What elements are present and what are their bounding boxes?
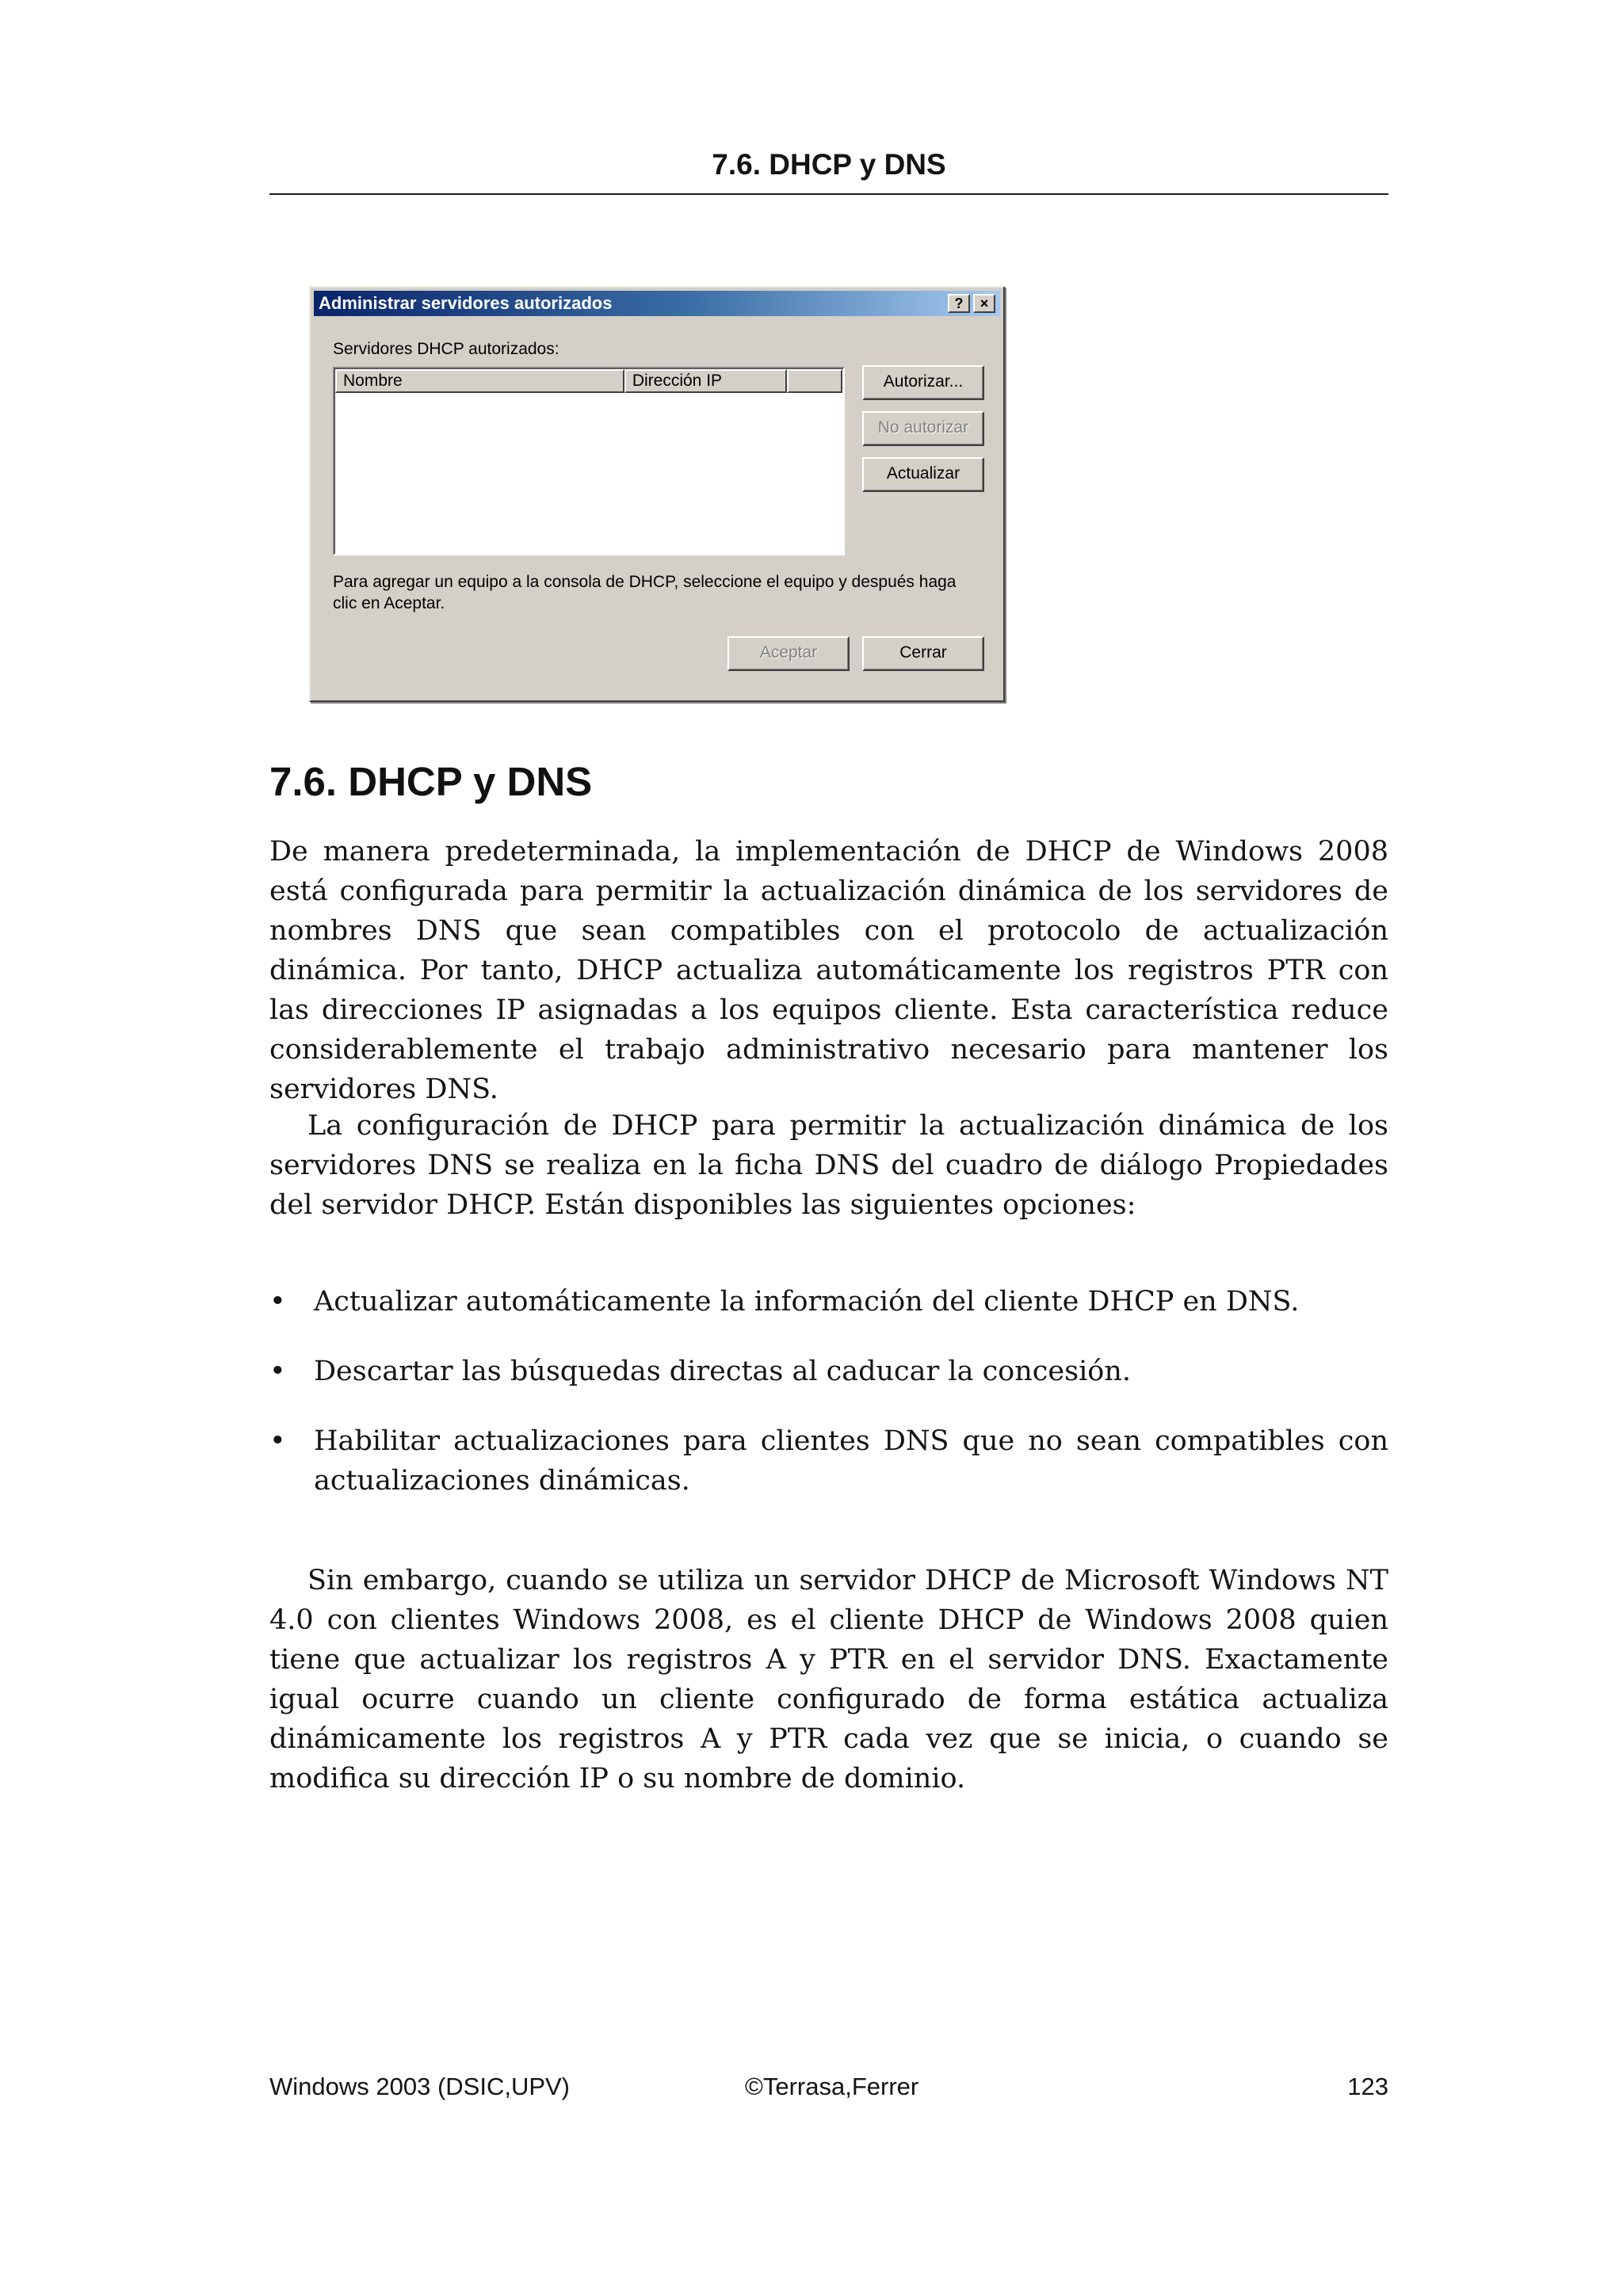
accept-button[interactable]: Aceptar [727,636,850,671]
page-footer [269,2068,1388,2106]
column-header-spacer [787,369,842,393]
help-icon[interactable]: ? [948,294,970,313]
bullet-icon: • [269,1356,286,1387]
authorize-button[interactable]: Autorizar... [862,365,984,400]
options-list [269,1282,1388,1501]
authorized-servers-label: Servidores DHCP autorizados: [333,340,559,358]
list-item [269,1421,1388,1501]
paragraph-intro: De manera predeterminada, la implementación de DHCP de Windows 2008 está configurada para permitir la actualización dinámica de los servidores de nombres DNS que sean compatibles con el protocolo de actualización dinámica. Por tanto, DHCP actualiza automáticamente los registros PTR con las direcciones IP asignadas a los equipos cliente. Esta característica reduce considerablemente el trabajo administrativo necesario para mantener los servidores DNS. [269,836,1388,1105]
list-item-text: Actualizar automáticamente la información del cliente DHCP en DNS. [314,1286,1300,1318]
dialog-title: Administrar servidores autorizados [319,293,613,313]
authorized-servers-list[interactable] [333,367,845,555]
list-item [269,1352,1388,1391]
dialog-instructions: Para agregar un equipo a la consola de DHCP, seleccione el equipo y después haga clic en Aceptar. [333,573,957,612]
bullet-icon: • [269,1286,286,1318]
close-button[interactable]: Cerrar [862,636,984,671]
paragraph-nt4: Sin embargo, cuando se utiliza un servidor DHCP de Microsoft Windows NT 4.0 con clientes Windows 2008, es el cliente DHCP de Windows 2008 quien tiene que actualizar los registros A y PTR en el servidor DNS. Exactamente igual ocurre cuando un cliente configurado de forma estática actualiza dinámicamente los registros A y PTR cada vez que se inicia, o cuando se modifica su dirección IP o su nombre de dominio. [269,1565,1388,1794]
list-item-text: Habilitar actualizaciones para clientes DNS que no sean compatibles con actualizaciones dinámicas. [314,1425,1388,1497]
list-item-text: Descartar las búsquedas directas al caducar la concesión. [314,1356,1131,1387]
footer-center: ©Terrasa,Ferrer [745,2073,919,2100]
footer-left: Windows 2003 (DSIC,UPV) [269,2073,571,2100]
bullet-icon: • [269,1425,286,1457]
refresh-button[interactable]: Actualizar [862,457,984,492]
close-icon[interactable]: × [973,294,995,313]
list-item [269,1282,1388,1322]
paragraph-configuration: La configuración de DHCP para permitir la actualización dinámica de los servidores DNS se realiza en la ficha DNS del cuadro de diálogo Propiedades del servidor DHCP. Están disponibles las siguientes opciones: [269,1110,1388,1221]
unauthorize-button[interactable]: No autorizar [862,411,984,446]
column-header-name[interactable]: Nombre [335,369,624,393]
page-number: 123 [1347,2073,1388,2100]
column-header-ip-address[interactable]: Dirección IP [624,369,787,393]
section-title: 7.6. DHCP y DNS [269,759,593,804]
authorized-servers-dialog [309,286,1005,702]
running-header: 7.6. DHCP y DNS [269,146,1388,195]
dialog-titlebar [314,291,1000,316]
list-header [335,369,842,393]
